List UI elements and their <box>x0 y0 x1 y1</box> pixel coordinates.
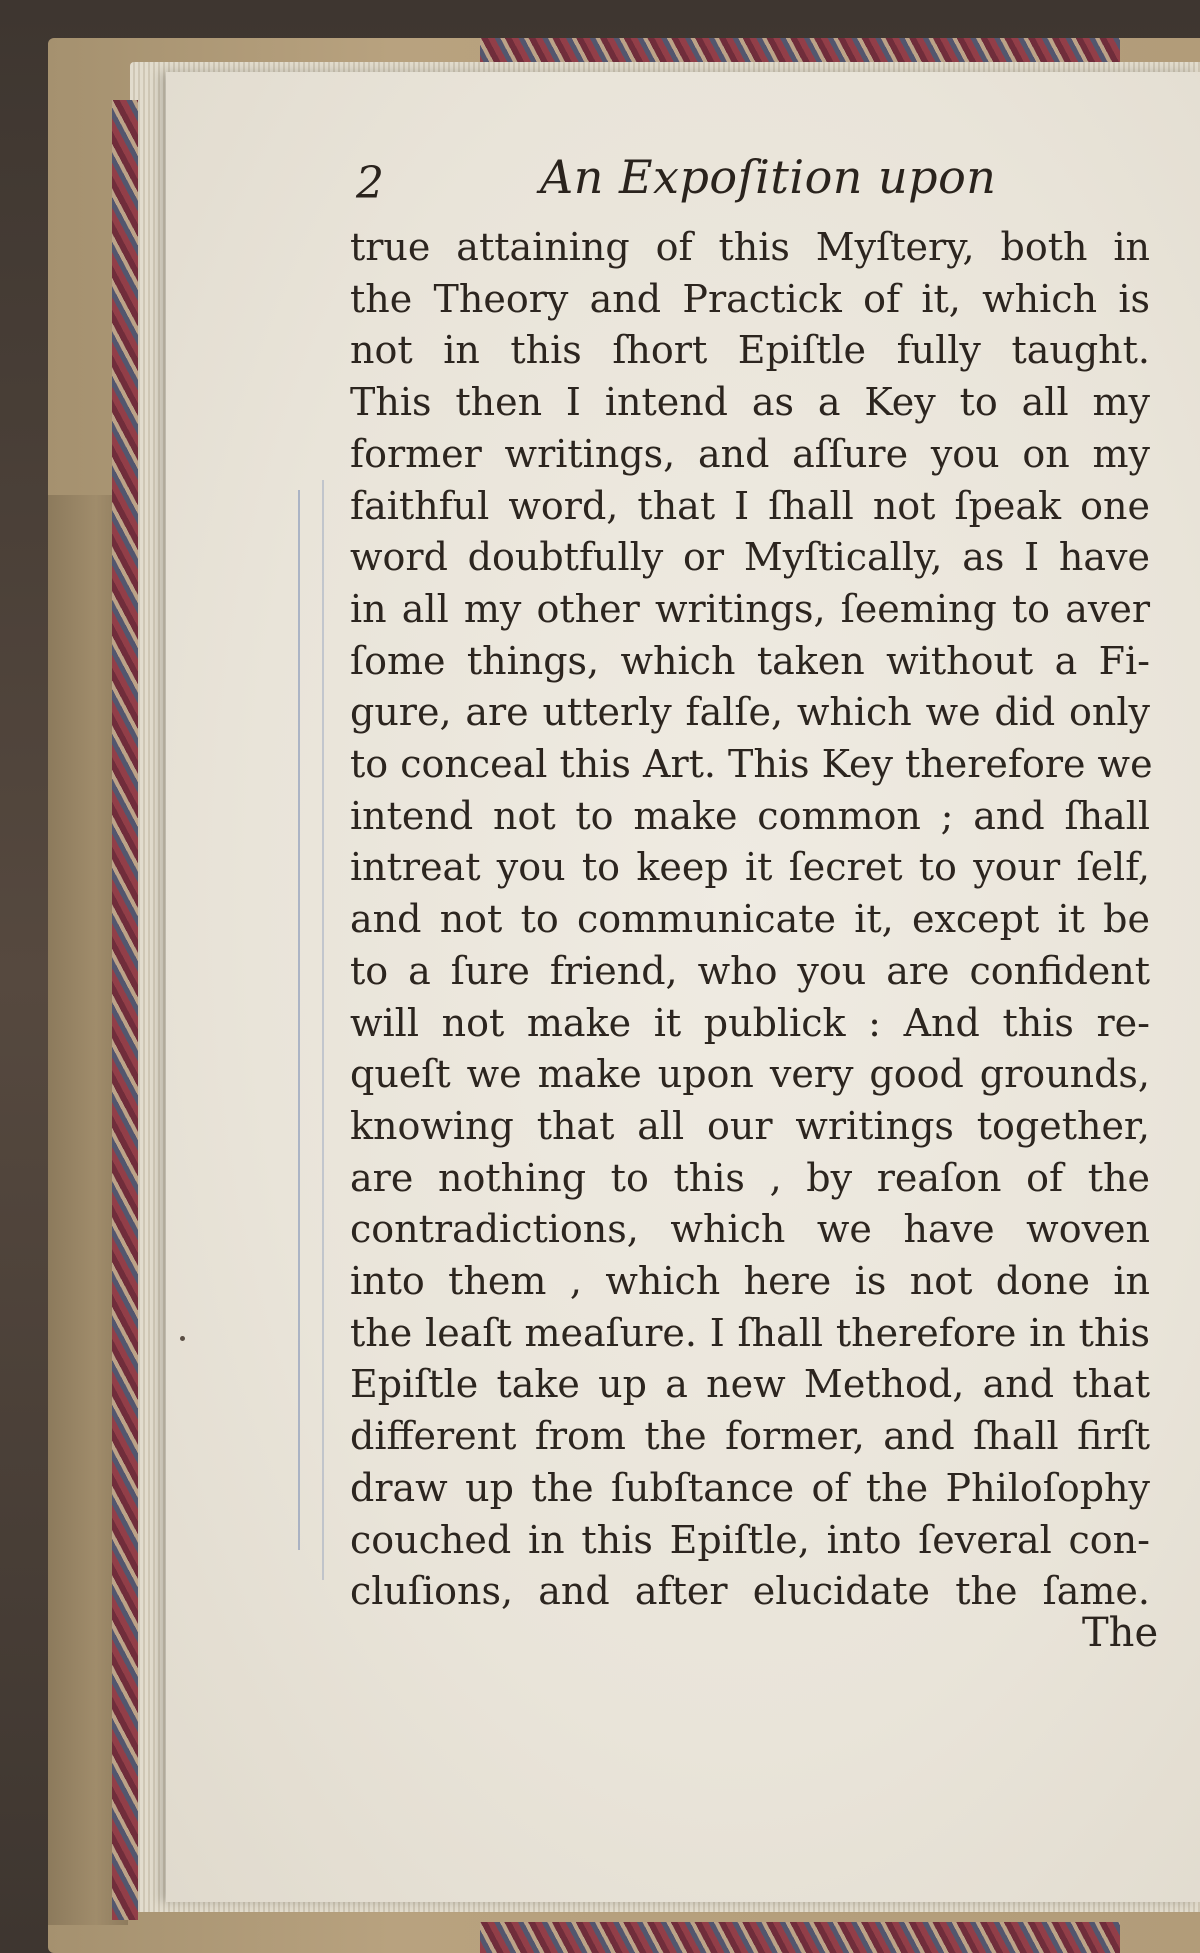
text-line: into them , which here is not done in <box>350 1259 1150 1304</box>
text-line: the leaſt meaſure. I ſhall therefore in this <box>350 1310 1150 1355</box>
text-line: word doubtfully or Myſtically, as I have <box>350 535 1150 580</box>
text-line: will not make it publick : And this re- <box>350 1000 1150 1045</box>
text-line: faithful word, that I ſhall not ſpeak one <box>350 483 1150 528</box>
page-number: 2 <box>356 158 384 209</box>
text-line: cluſions, and after elucidate the ſame. <box>350 1569 1150 1614</box>
text-line: former writings, and aſſure you on my <box>350 431 1150 476</box>
pencil-margin-line <box>298 490 300 1550</box>
text-line: Epiſtle take up a new Method, and that <box>350 1362 1150 1407</box>
text-line: ſome things, which taken without a Fi- <box>350 638 1150 683</box>
marbled-endpaper-bottom <box>480 1922 1120 1953</box>
text-line: not in this ſhort Epiſtle fully taught. <box>350 328 1150 373</box>
catchword: The <box>1082 1610 1159 1656</box>
text-line: to conceal this Art. This Key therefore we <box>350 742 1153 787</box>
marbled-endpaper-left <box>112 100 138 1920</box>
body-text <box>350 222 1153 1618</box>
text-line: to a ſure friend, who you are confident <box>350 948 1150 993</box>
text-line: intend not to make common ; and ſhall <box>350 793 1150 838</box>
text-line: true attaining of this Myſtery, both in <box>350 225 1150 269</box>
text-line: couched in this Epiſtle, into ſeveral con- <box>350 1517 1150 1562</box>
text-line: are nothing to this , by reaſon of the <box>350 1155 1150 1200</box>
text-line: intreat you to keep it ſecret to your ſelf, <box>350 845 1150 890</box>
text-line: draw up the ſubſtance of the Philoſophy <box>350 1465 1150 1510</box>
text-line: gure, are utterly falſe, which we did only <box>350 690 1150 735</box>
text-line: and not to communicate it, except it be <box>350 897 1150 942</box>
text-line: knowing that all our writings together, <box>350 1103 1150 1148</box>
text-line: This then I intend as a Key to all my <box>350 380 1150 425</box>
text-line: the Theory and Practick of it, which is <box>350 276 1150 321</box>
text-line: queſt we make upon very good grounds, <box>350 1052 1150 1097</box>
pencil-margin-line <box>322 480 324 1580</box>
text-line: contradictions, which we have woven <box>350 1207 1150 1252</box>
running-head: An Expoſition upon <box>540 150 997 204</box>
text-line: different from the former, and ſhall firſt <box>350 1414 1150 1459</box>
text-line: in all my other writings, ſeeming to aver <box>350 586 1150 631</box>
margin-mark <box>180 1336 185 1341</box>
